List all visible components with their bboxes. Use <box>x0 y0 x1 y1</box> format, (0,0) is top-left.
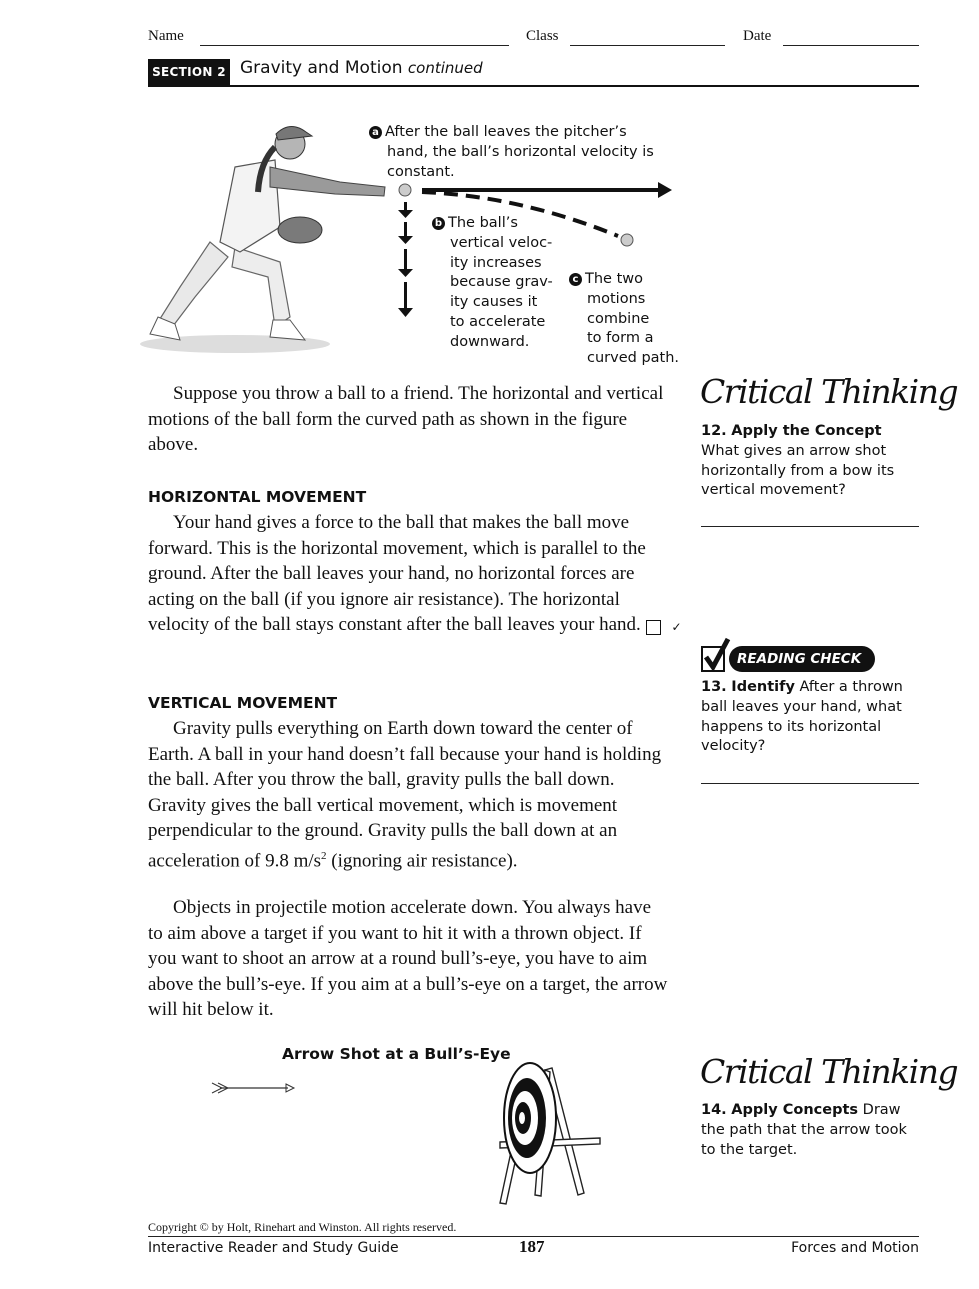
name-field[interactable] <box>200 45 509 46</box>
caption-b: b The ball’s vertical veloc- ity increases because grav- ity causes it to accelerate downward. <box>432 214 562 353</box>
class-field[interactable] <box>570 45 725 46</box>
date-field[interactable] <box>783 45 919 46</box>
section-suffix: continued <box>407 59 483 77</box>
critical-thinking-title-2: Critical Thinking <box>700 1052 958 1091</box>
critical-thinking-title-1: Critical Thinking <box>700 372 958 411</box>
horizontal-paragraph: Your hand gives a force to the ball that makes the ball move forward. This is the horizontal movement, which is parallel to the ground. After the ball leaves your hand, no horizontal forces are acting on the ball (if you ignore air resistance). The horizontal velocity of the ball stays constant after the ball leaves your hand. ✓ <box>148 512 682 636</box>
book-title: Interactive Reader and Study Guide <box>148 1240 399 1256</box>
answer-line-13[interactable] <box>701 783 919 784</box>
class-label: Class <box>526 28 559 44</box>
caption-a: a After the ball leaves the pitcher’s hand, the ball’s horizontal velocity is constant. <box>369 123 679 182</box>
question-13: 13. Identify After a thrown ball leaves your hand, what happens to its horizontal velocity? <box>701 679 903 755</box>
section-badge: SECTION 2 <box>148 59 230 85</box>
caption-c: c The two motions combine to form a curved path. <box>569 270 689 369</box>
intro-paragraph: Suppose you throw a ball to a friend. The horizontal and vertical motions of the ball form the curved path as shown in the figure above. <box>148 383 664 456</box>
question-14: 14. Apply Concepts Draw the path that the arrow took to the target. <box>701 1102 907 1158</box>
page-number: 187 <box>519 1237 545 1256</box>
chapter-title: Forces and Motion <box>791 1240 919 1256</box>
section-title: Gravity and Motion continued <box>240 58 483 78</box>
arrow-icon <box>212 1083 294 1093</box>
date-label: Date <box>743 28 772 44</box>
vertical-paragraph-2: Objects in projectile motion accelerate down. You always have to aim above a target if you want to hit it with a thrown object. If you want to shoot an arrow at a round bull’s-eye, you have to aim above the bull’s-eye. If you aim at a bull’s-eye on a target, the arrow will hit below it. <box>148 897 668 1021</box>
reading-check-badge: READING CHECK <box>729 646 875 672</box>
copyright: Copyright © by Holt, Rinehart and Winston. All rights reserved. <box>148 1220 457 1234</box>
name-label: Name <box>148 28 184 44</box>
horizontal-heading: HORIZONTAL MOVEMENT <box>148 488 367 506</box>
target-icon <box>504 1063 556 1173</box>
question-12: 12. Apply the Concept What gives an arrow shot horizontally from a bow its vertical movement? <box>701 423 895 499</box>
checkmark-icon <box>701 637 731 673</box>
arrow-figure-title: Arrow Shot at a Bull’s-Eye <box>282 1045 511 1063</box>
vertical-heading: VERTICAL MOVEMENT <box>148 694 338 712</box>
bullseye-figure <box>200 1060 620 1210</box>
answer-line-12[interactable] <box>701 526 919 527</box>
section-rule <box>148 85 919 87</box>
vertical-paragraph-1: Gravity pulls everything on Earth down toward the center of Earth. A ball in your hand doesn’t fall because your hand is holding the ball. After you throw the ball, gravity pulls the ball down. Gravity gives the ball vertical movement, which is movement perpendicular to the ground. Gravity pulls the ball down at an acceleration of 9.8 $m/s^2$ (ignoring air resistance). <box>148 718 662 872</box>
reading-check-icon: ✓ <box>646 620 661 635</box>
